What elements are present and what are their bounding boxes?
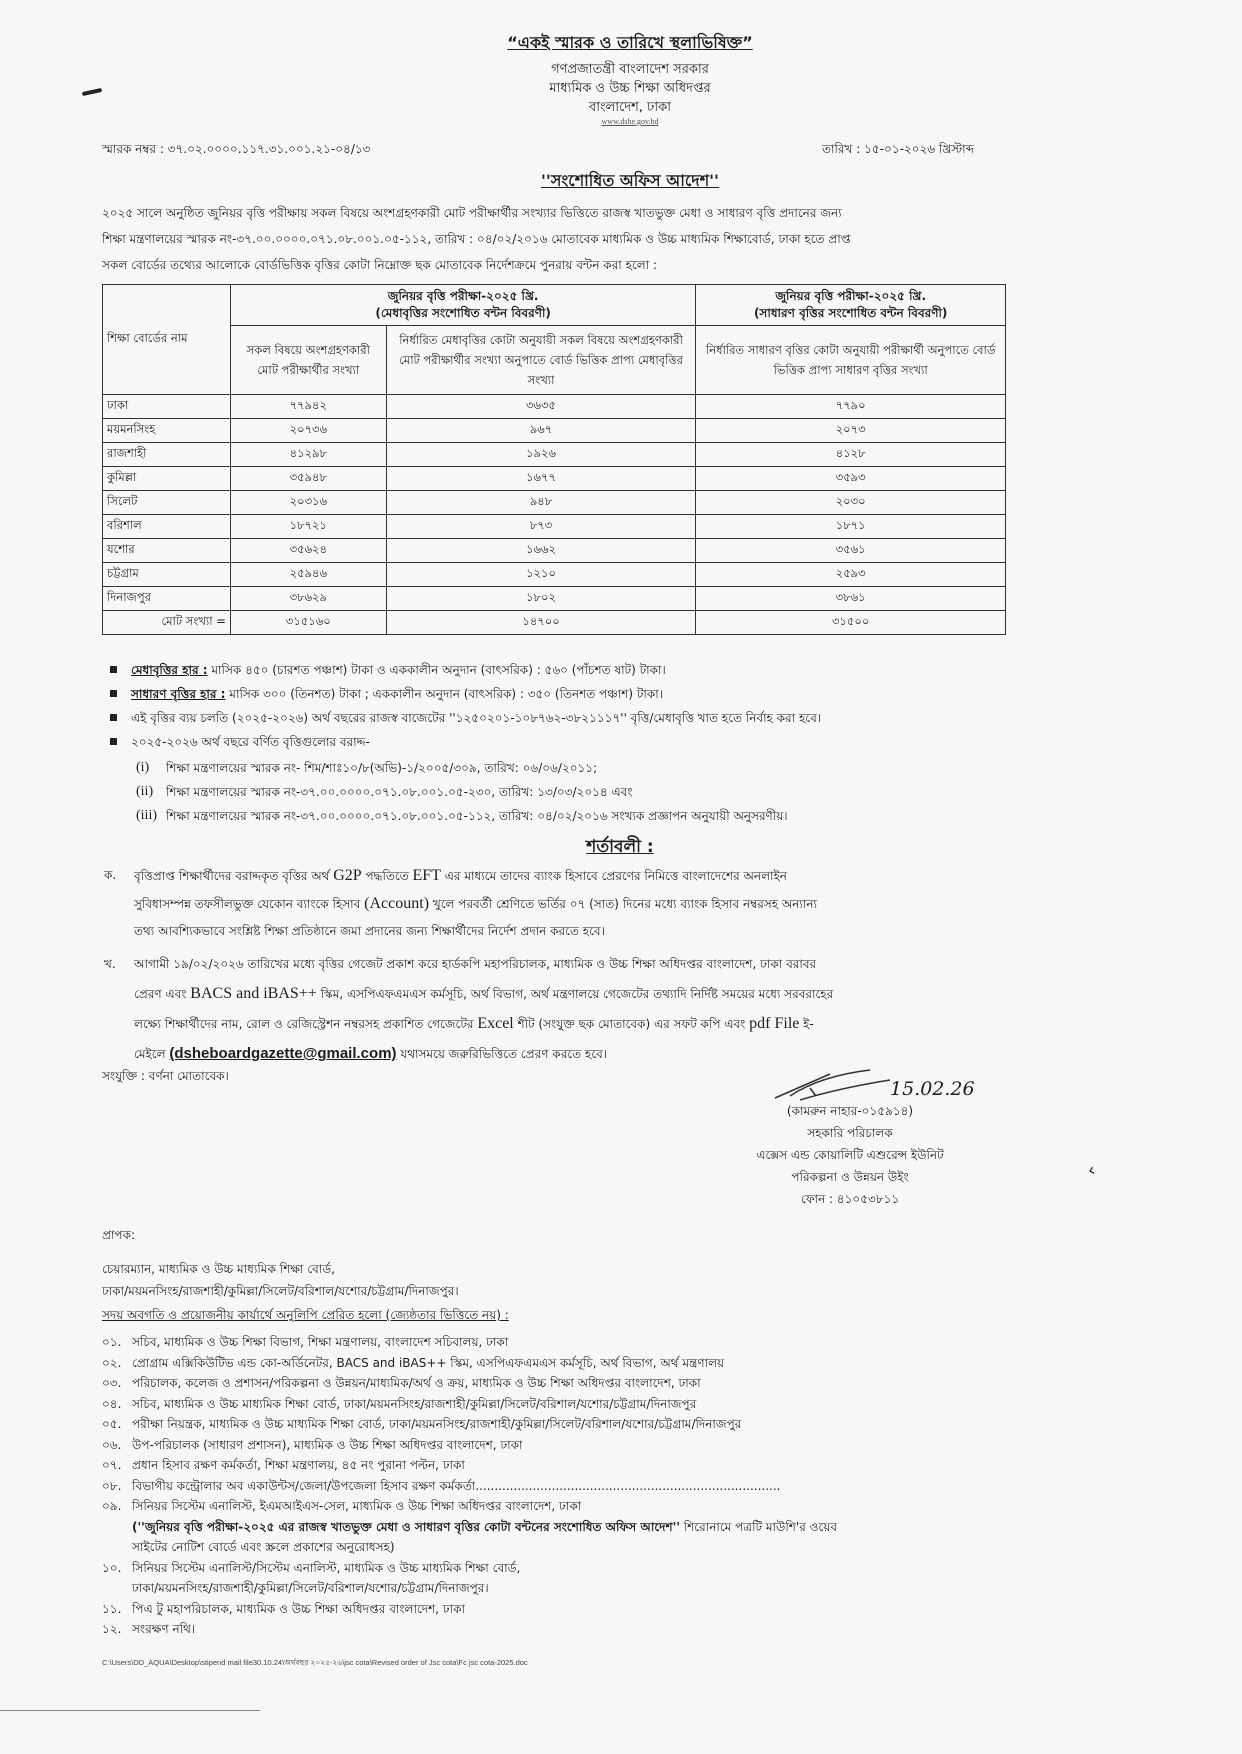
reference-number: (ii) <box>136 784 154 799</box>
table-row <box>103 539 1006 563</box>
examinee-count: ৩৫৯৪৮ <box>230 467 386 491</box>
page-title: ''সংশোধিত অফিস আদেশ'' <box>541 171 719 190</box>
reference-text: শিক্ষা মন্ত্রণালয়ের স্মারক নং-৩৭.০০.০০০০.০৭১.০৮.০০১.০৫-২৩০, তারিখ: ১৩/০৩/২০১৪ এবং <box>166 785 633 799</box>
bullet-item <box>108 730 1168 754</box>
condition-text: তথ্য আবশ্যিকভাবে সংশ্লিষ্ট শিক্ষা প্রতিষ্ঠানে জমা প্রদানের জন্য শিক্ষার্থীদের নির্দেশ প্রদান করতে হবে। <box>134 924 605 938</box>
cc-item <box>102 1414 1182 1435</box>
cc-number: ০২. <box>102 1355 122 1370</box>
condition-text: বৃত্তিপ্রাপ্ত শিক্ষার্থীদের বরাদ্দকৃত বৃত্তির অর্থ <box>134 869 334 883</box>
board-name: দিনাজপুর <box>103 587 231 611</box>
cc-item <box>102 1353 1182 1374</box>
condition-text: প্রেরণ এবং <box>134 987 191 1001</box>
file-path-footer: C:\Users\DD_AQUA\Desktop\stipend mail file30.10.24\অর্থবছর ২০২৫-২৬\jsc cota\Revised order of Jsc cota\Fc jsc cota-2025.doc <box>102 1658 528 1667</box>
cc-item <box>102 1435 1182 1456</box>
cc-text: বিভাগীয় কন্ট্রোলার অব একাউন্টস/জেলা/উপজেলা হিসাব রক্ষণ কর্মকর্তা................................................................................ <box>132 1478 781 1493</box>
condition-text: আগামী ১৯/০২/২০২৬ তারিখের মধ্যে বৃত্তির গেজেট প্রকাশ করে হার্ডকপি মহাপরিচালক, মাধ্যমিক ও উচ্চ শিক্ষা অধিদপ্তর বাংলাদেশ, ঢাকা বরাবর <box>134 957 817 971</box>
g2p-term: G2P <box>333 867 362 884</box>
general-count: ৩৫৯৩ <box>696 467 1006 491</box>
total-examinees: ৩১৫১৬০ <box>230 611 386 635</box>
cc-item <box>102 1496 1182 1517</box>
board-name: রাজশাহী <box>103 443 231 467</box>
punch-mark <box>82 88 102 96</box>
general-count: ২৫৯৩ <box>696 563 1006 587</box>
location: বাংলাদেশ, ঢাকা <box>588 100 672 115</box>
memo-number: স্মারক নম্বর : ৩৭.০২.০০০০.১১৭.৩১.০০১.২১-০৪/১৩ <box>102 142 371 156</box>
total-label: মোট সংখ্যা = <box>103 611 231 635</box>
merit-count: ১৬৬২ <box>386 539 696 563</box>
signatory-phone: ফোন : ৪১০৫৩৮১১ <box>800 1192 900 1206</box>
merit-count: ৯৬৭ <box>386 419 696 443</box>
cc-number: ১১. <box>102 1601 122 1616</box>
signatory-name: (কামরুন নাহার-০১৫৯১৪) <box>786 1104 914 1118</box>
cc-item <box>102 1455 1182 1476</box>
condition-ka <box>104 862 1174 945</box>
cc-text: সিনিয়র সিস্টেম এনালিস্ট/সিস্টেম এনালিস্ট, মাধ্যমিক ও উচ্চ মাধ্যমিক শিক্ষা বোর্ড, <box>132 1560 521 1575</box>
condition-text: শীট (সংযুক্ত ছক মোতাবেক) এর সফট কপি এবং <box>513 1017 750 1031</box>
cc-text: সচিব, মাধ্যমিক ও উচ্চ শিক্ষা বিভাগ, শিক্ষা মন্ত্রণালয়, বাংলাদেশ সচিবালয়, ঢাকা <box>132 1335 509 1349</box>
cc-item <box>102 1332 1182 1353</box>
condition-text: ই- <box>799 1017 814 1031</box>
examinee-count: ৩৮৬২৯ <box>230 587 386 611</box>
recipient-line: ঢাকা/ময়মনসিংহ/রাজশাহী/কুমিল্লা/সিলেট/বরিশাল/যশোর/চট্টগ্রাম/দিনাজপুর। <box>102 1284 459 1298</box>
group-subtitle: (সাধারণ বৃত্তির সংশোধিত বন্টন বিবরণী) <box>753 306 948 320</box>
cc-item <box>102 1476 1182 1497</box>
bullet-text: এই বৃত্তির ব্যয় চলতি (২০২৫-২০২৬) অর্থ বছরের রাজস্ব বাজেটের ''১২৫০২০১-১০৮৭৬২-৩৮২১১১৭'' বৃত্তি/মেধাবৃত্তি খাত হতে নির্বাহ করা হবে। <box>131 711 822 725</box>
conditions-title: শর্তাবলী : <box>586 837 654 857</box>
group-title: জুনিয়র বৃত্তি পরীক্ষা-২০২৫ খ্রি. <box>387 289 539 303</box>
general-count: ১৮৭১ <box>696 515 1006 539</box>
general-count: ৩৫৬১ <box>696 539 1006 563</box>
group-header-merit <box>230 285 695 326</box>
group-subtitle: (মেধাবৃত্তির সংশোধিত বন্টন বিবরণী) <box>375 306 551 320</box>
condition-label: খ. <box>104 957 116 971</box>
square-bullet-icon <box>110 738 117 745</box>
cc-number: ০৭. <box>102 1458 122 1472</box>
signatory-wing: পরিকল্পনা ও উন্নয়ন উইং <box>791 1170 909 1184</box>
group-title: জুনিয়র বৃত্তি পরীক্ষা-২০২৫ খ্রি. <box>775 289 927 303</box>
condition-text: মেইলে <box>134 1047 170 1061</box>
table-row <box>103 563 1006 587</box>
reference-text: শিক্ষা মন্ত্রণালয়ের স্মারক নং- শিম/শাঃ১০/৮(অভি)-১/২০০৫/৩০৯, তারিখ: ০৬/০৬/২০১১; <box>166 761 598 775</box>
condition-text: খুলে পরবর্তী শ্রেণিতে ভর্তির ০৭ (সাত) দিনের মধ্যে ব্যাংক হিসাব নম্বরসহ অন্যান্য <box>429 897 818 911</box>
cc-heading: সদয় অবগতি ও প্রয়োজনীয় কার্যার্থে অনুলিপি প্রেরিত হলো (জ্যেষ্ঠতার ভিত্তিতে নয়) : <box>102 1308 509 1322</box>
cc-text: ঢাকা/ময়মনসিংহ/রাজশাহী/কুমিল্লা/সিলেট/বরিশাল/যশোর/চট্টগ্রাম/দিনাজপুর। <box>132 1581 489 1595</box>
reference-list <box>136 756 1166 828</box>
general-count: ৪১২৮ <box>696 443 1006 467</box>
cc-item <box>102 1558 1182 1579</box>
email-link[interactable]: (dsheboardgazette@gmail.com) <box>169 1045 397 1062</box>
cc-number: ০১. <box>102 1335 122 1349</box>
recipient-label: প্রাপক: <box>102 1228 136 1242</box>
examinee-count: ২৫৯৪৬ <box>230 563 386 587</box>
condition-kha <box>104 950 1174 1069</box>
cc-note-text: শিরোনামে পত্রটি মাউশি'র ওয়েব <box>679 1519 838 1534</box>
footer-rule <box>0 1710 260 1711</box>
intro-line: শিক্ষা মন্ত্রণালয়ের স্মারক নং-৩৭.০০.০০০০.০৭১.০৮.০০১.০৫-১১২, তারিখ : ০৪/০২/২০১৬ মোতাবেক মাধ্যমিক ও উচ্চ মাধ্যমিক শিক্ষাবোর্ড, ঢাকা হতে প্রাপ্ত <box>102 232 851 246</box>
reference-item <box>136 780 1166 804</box>
government-name: গণপ্রজাতন্ত্রী বাংলাদেশ সরকার <box>551 62 709 77</box>
board-name: চট্টগ্রাম <box>103 563 231 587</box>
stray-mark: ‹ <box>1085 1159 1098 1182</box>
reference-item <box>136 756 1166 780</box>
cc-number: ১০. <box>102 1560 122 1575</box>
merit-count: ১৯২৬ <box>386 443 696 467</box>
reference-number: (iii) <box>136 808 157 823</box>
cc-note-bold: (''জুনিয়র বৃত্তি পরীক্ষা-২০২৫ এর রাজস্ব খাতভুক্ত মেধা ও সাধারণ বৃত্তির কোটা বন্টনের সংশোধিত অফিস আদেশ'' <box>132 1519 680 1534</box>
board-name: কুমিল্লা <box>103 467 231 491</box>
board-name: ঢাকা <box>103 395 231 419</box>
bullet-text: মাসিক ৪৫০ (চারশত পঞ্চাশ) টাকা ও এককালীন অনুদান (বাৎসরিক) : ৫৬০ (পাঁচশত ষাট) টাকা। <box>207 663 666 677</box>
cc-text: প্রোগ্রাম এক্সিকিউটিভ এন্ড কো-অর্ডিনেটর, BACS and iBAS++ স্কিম, এসপিএফএমএস কর্মসূচি, অর্থ বিভাগ, অর্থ মন্ত্রণালয় <box>132 1355 725 1370</box>
bullet-label: সাধারণ বৃত্তির হার : <box>131 687 226 701</box>
examinee-count: ৩৫৬২৪ <box>230 539 386 563</box>
supersede-stamp: “একই স্মারক ও তারিখে স্থলাভিষিক্ত” <box>507 33 753 52</box>
cc-item <box>102 1599 1182 1620</box>
group-header-general <box>696 285 1006 326</box>
account-term: (Account) <box>364 895 430 912</box>
cc-text: পরিচালক, কলেজ ও প্রশাসন/পরিকল্পনা ও উন্নয়ন/মাধ্যমিক/অর্থ ও ক্রয়, মাধ্যমিক ও উচ্চ শিক্ষা অধিদপ্তর বাংলাদেশ, ঢাকা <box>132 1376 701 1390</box>
table-row <box>103 443 1006 467</box>
cc-item-note <box>102 1517 1182 1538</box>
cc-text: প্রধান হিসাব রক্ষণ কর্মকর্তা, শিক্ষা মন্ত্রণালয়, ৪৫ নং পুরানা পল্টন, ঢাকা <box>132 1458 465 1472</box>
square-bullet-icon <box>110 714 117 721</box>
condition-text: সুবিধাসম্পন্ন তফসীলভুক্ত যেকোন ব্যাংকে হিসাব <box>134 897 365 911</box>
website-link[interactable]: www.dshe.gov.bd <box>601 117 659 126</box>
cc-item <box>102 1394 1182 1415</box>
examinee-count: ২০৭৩৬ <box>230 419 386 443</box>
quota-table <box>102 284 1006 635</box>
condition-text: পদ্ধতিতে <box>361 869 413 883</box>
cc-number: ০৮. <box>102 1478 122 1493</box>
reference-text: শিক্ষা মন্ত্রণালয়ের স্মারক নং-৩৭.০০.০০০০.০৭১.০৮.০০১.০৫-১১২, তারিখ: ০৪/০২/২০১৬ সংখ্যক প্রজ্ঞাপন অনুযায়ী অনুসরণীয়। <box>166 809 788 823</box>
signature-date: 15.02.26 <box>890 1078 975 1100</box>
condition-text: এর মাধ্যমে তাদের ব্যাংক হিসাবে প্রেরণের নিমিত্তে বাংলাদেশের অনলাইন <box>440 869 787 883</box>
cc-text: সচিব, মাধ্যমিক ও উচ্চ মাধ্যমিক শিক্ষা বোর্ড, ঢাকা/ময়মনসিংহ/রাজশাহী/কুমিল্লা/সিলেট/বরিশাল/যশোর/চট্টগ্রাম/দিনাজপুর <box>132 1396 697 1411</box>
bullet-item <box>108 706 1168 730</box>
intro-line: ২০২৫ সালে অনুষ্ঠিত জুনিয়র বৃত্তি পরীক্ষায় সকল বিষয়ে অংশগ্রহণকারী মোট পরীক্ষার্থীর সংখ্যার ভিত্তিতে রাজস্ব খাতভুক্ত মেধা ও সাধারণ বৃত্তি প্রদানের জন্য <box>102 206 842 220</box>
cc-number: ০৬. <box>102 1437 122 1452</box>
eft-term: EFT <box>412 867 441 884</box>
board-name: বরিশাল <box>103 515 231 539</box>
pdf-term: pdf File <box>749 1015 800 1032</box>
cc-note-text: সাইটের নোটিশ বোর্ডে এবং স্ক্রলে প্রকাশের অনুরোধসহ) <box>132 1540 395 1554</box>
cc-text: সংরক্ষণ নথি। <box>132 1622 196 1636</box>
cc-item <box>102 1619 1182 1640</box>
board-name: যশোর <box>103 539 231 563</box>
bullet-item <box>108 658 1168 682</box>
board-name: সিলেট <box>103 491 231 515</box>
bullet-item <box>108 682 1168 706</box>
total-general: ৩১৫০০ <box>696 611 1006 635</box>
cc-text: সিনিয়র সিস্টেম এনালিস্ট, ইএমআইএস-সেল, মাধ্যমিক ও উচ্চ শিক্ষা অধিদপ্তর বাংলাদেশ, ঢাকা <box>132 1499 582 1513</box>
excel-term: Excel <box>477 1015 514 1032</box>
col-header-merit: নির্ধারিত মেধাবৃত্তির কোটা অনুযায়ী সকল বিষয়ে অংশগ্রহণকারী মোট পরীক্ষার্থীর সংখ্যা অনুপাতে বোর্ড ভিত্তিক প্রাপ্য মেধাবৃত্তির সংখ্যা <box>386 326 696 395</box>
table-row <box>103 395 1006 419</box>
cc-number: ০৩. <box>102 1376 122 1390</box>
general-count: ২০৩০ <box>696 491 1006 515</box>
col-header-general: নির্ধারিত সাধারণ বৃত্তির কোটা অনুযায়ী পরীক্ষার্থী অনুপাতে বোর্ড ভিত্তিক প্রাপ্য সাধারণ বৃত্তির সংখ্যা <box>696 326 1006 395</box>
cc-number: ১২. <box>102 1622 122 1636</box>
merit-count: ১৬৭৭ <box>386 467 696 491</box>
condition-label: ক. <box>104 868 117 882</box>
cc-number: ০৫. <box>102 1417 122 1431</box>
condition-text: স্কিম, এসপিএফএমএস কর্মসূচি, অর্থ বিভাগ, অর্থ মন্ত্রণালয়ে গেজেটের তথ্যাদি নির্দিষ্ট সময়ের মধ্যে সরবরাহের <box>316 987 834 1001</box>
square-bullet-icon <box>110 690 117 697</box>
table-row <box>103 587 1006 611</box>
signatory-block <box>700 1100 1000 1210</box>
table-row <box>103 467 1006 491</box>
recipient-block <box>102 1224 1002 1302</box>
cc-item <box>102 1373 1182 1394</box>
attachment-note: সংযুক্তি : বর্ণনা মোতাবেক। <box>102 1069 229 1083</box>
table-row <box>103 491 1006 515</box>
bullet-text: মাসিক ৩০০ (তিনশত) টাকা ; এককালীন অনুদান (বাৎসরিক) : ৩৫০ (তিনশত পঞ্চাশ) টাকা। <box>225 687 664 701</box>
intro-line: সকল বোর্ডের তথ্যের আলোকে বোর্ডভিত্তিক বৃত্তির কোটা নিম্নোক্ত ছক মোতাবেক নির্দেশক্রমে পুনরায় বন্টন করা হলো : <box>102 258 657 272</box>
condition-text: লক্ষ্যে শিক্ষার্থীদের নাম, রোল ও রেজিস্ট্রেশন নম্বরসহ প্রকাশিত গেজেটের <box>134 1017 478 1031</box>
intro-paragraph <box>102 200 1152 278</box>
merit-count: ১২১০ <box>386 563 696 587</box>
bullet-label: মেধাবৃত্তির হার : <box>131 663 208 677</box>
col-header-board: শিক্ষা বোর্ডের নাম <box>103 285 231 395</box>
bullet-text: ২০২৫-২০২৬ অর্থ বছরে বর্ণিত বৃত্তিগুলোর বরাদ্দ- <box>131 735 370 749</box>
table-row <box>103 515 1006 539</box>
signatory-designation: সহকারি পরিচালক <box>807 1126 893 1140</box>
general-count: ৭৭৯০ <box>696 395 1006 419</box>
memo-date: তারিখ : ১৫-০১-২০২৬ খ্রিস্টাব্দ <box>822 142 975 156</box>
board-name: ময়মনসিংহ <box>103 419 231 443</box>
cc-list <box>102 1332 1182 1640</box>
letterhead <box>380 30 880 126</box>
general-count: ২০৭৩ <box>696 419 1006 443</box>
merit-count: ৮৭৩ <box>386 515 696 539</box>
cc-text: পিএ টু মহাপরিচালক, মাধ্যমিক ও উচ্চ শিক্ষা অধিদপ্তর বাংলাদেশ, ঢাকা <box>132 1601 465 1616</box>
cc-number: ০৯. <box>102 1499 122 1513</box>
examinee-count: ৪১২৯৮ <box>230 443 386 467</box>
cc-number: ০৪. <box>102 1396 122 1411</box>
cc-item-note <box>102 1537 1182 1558</box>
merit-count: ৯৪৮ <box>386 491 696 515</box>
examinee-count: ২০৩১৬ <box>230 491 386 515</box>
cc-item-cont <box>102 1578 1182 1599</box>
examinee-count: ১৮৭২১ <box>230 515 386 539</box>
reference-number: (i) <box>136 760 150 775</box>
cc-text: উপ-পরিচালক (সাধারণ প্রশাসন), মাধ্যমিক ও উচ্চ শিক্ষা অধিদপ্তর বাংলাদেশ, ঢাকা <box>132 1437 523 1452</box>
rate-bullets <box>108 658 1168 754</box>
table-row <box>103 419 1006 443</box>
merit-count: ১৮০২ <box>386 587 696 611</box>
general-count: ৩৮৬১ <box>696 587 1006 611</box>
table-total-row <box>103 611 1006 635</box>
examinee-count: ৭৭৯৪২ <box>230 395 386 419</box>
bacs-term: BACS and iBAS++ <box>190 985 317 1002</box>
col-header-examinees: সকল বিষয়ে অংশগ্রহণকারী মোট পরীক্ষার্থীর সংখ্যা <box>230 326 386 395</box>
merit-count: ৩৬৩৫ <box>386 395 696 419</box>
reference-item <box>136 804 1166 828</box>
total-merit: ১৪৭০০ <box>386 611 696 635</box>
square-bullet-icon <box>110 666 117 673</box>
signatory-unit: এক্সেস এন্ড কোয়ালিটি এশুরেন্স ইউনিট <box>756 1148 944 1162</box>
cc-text: পরীক্ষা নিয়ন্ত্রক, মাধ্যমিক ও উচ্চ মাধ্যমিক শিক্ষা বোর্ড, ঢাকা/ময়মনসিংহ/রাজশাহী/কুমিল্লা/সিলেট/বরিশাল/যশোর/চট্টগ্রাম/দিনাজপুর <box>132 1417 742 1431</box>
department-name: মাধ্যমিক ও উচ্চ শিক্ষা অধিদপ্তর <box>549 81 711 96</box>
recipient-line: চেয়ারম্যান, মাধ্যমিক ও উচ্চ মাধ্যমিক শিক্ষা বোর্ড, <box>102 1262 335 1276</box>
condition-text: যথাসময়ে জরুরিভিত্তিতে প্রেরণ করতে হবে। <box>396 1047 608 1061</box>
